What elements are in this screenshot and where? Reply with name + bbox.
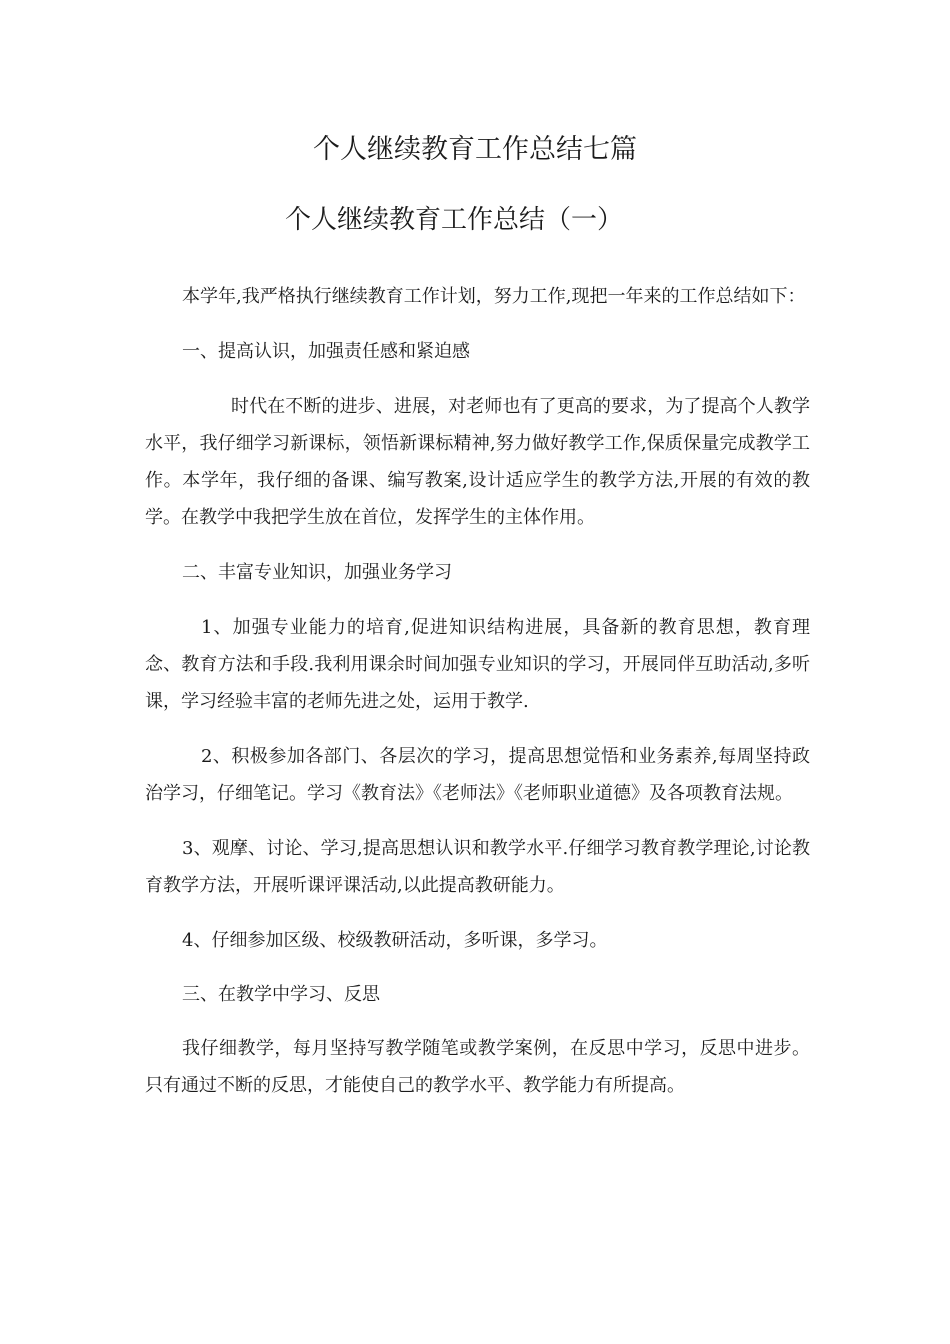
document-body: [145, 278, 810, 1104]
section-heading-3: 三、在教学中学习、反思: [182, 984, 380, 1005]
section-heading-1: 一、提高认识，加强责任感和紧迫感: [182, 341, 470, 362]
paragraph-item-3: 3、观摩、讨论、学习,提高思想认识和教学水平.仔细学习教育教学理论,讨论教育教学方法，开展听课评课活动,以此提高教研能力。: [145, 838, 810, 896]
section-heading-2: 二、丰富专业知识，加强业务学习: [182, 562, 452, 583]
document-subtitle: 个人继续教育工作总结（一）: [285, 205, 624, 235]
document-title: 个人继续教育工作总结七篇: [313, 134, 637, 165]
paragraph-item-1: 1、加强专业能力的培育,促进知识结构进展，具备新的教育思想，教育理念、教育方法和手段.我利用课余时间加强专业知识的学习，开展同伴互助活动,多听课，学习经验丰富的老师先进之处，运用于教学.: [145, 617, 810, 712]
paragraph-section-3: 我仔细教学，每月坚持写教学随笔或教学案例，在反思中学习，反思中进步。只有通过不断的反思，才能使自己的教学水平、教学能力有所提高。: [145, 1038, 810, 1096]
paragraph-item-4: 4、仔细参加区级、校级教研活动，多听课，多学习。: [182, 930, 608, 951]
paragraph-intro: 本学年,我严格执行继续教育工作计划，努力工作,现把一年来的工作总结如下：: [182, 286, 806, 307]
paragraph-section-1: 时代在不断的进步、进展，对老师也有了更高的要求，为了提高个人教学水平，我仔细学习新课标，领悟新课标精神,努力做好教学工作,保质保量完成教学工作。本学年，我仔细的备课、编写教案,设计适应学生的教学方法,开展的有效的教学。在教学中我把学生放在首位，发挥学生的主体作用。: [145, 396, 810, 528]
paragraph-item-2: 2、积极参加各部门、各层次的学习，提高思想觉悟和业务素养,每周坚持政治学习，仔细笔记。学习《教育法》《老师法》《老师职业道德》及各项教育法规。: [145, 746, 810, 804]
